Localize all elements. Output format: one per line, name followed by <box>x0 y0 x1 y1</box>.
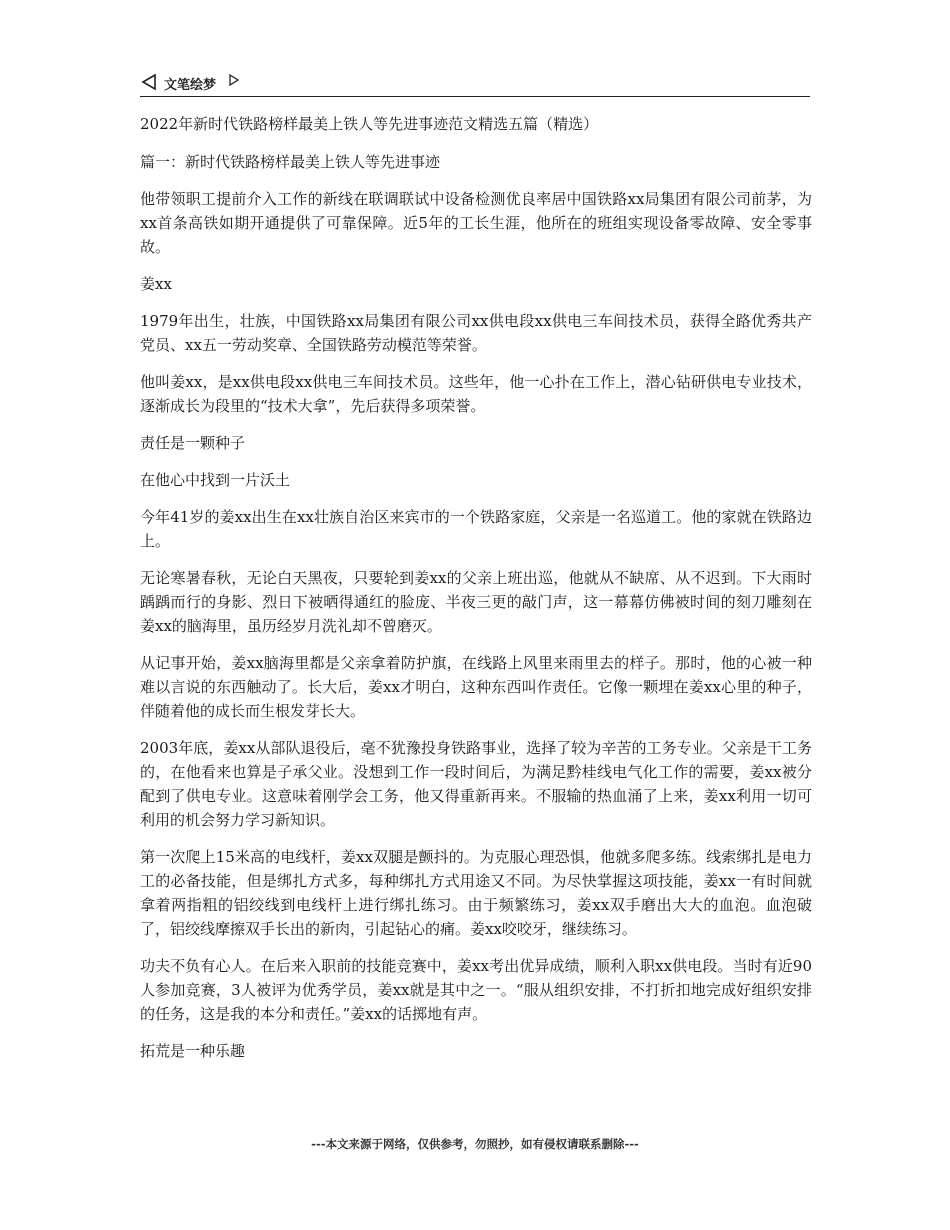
footer-notice: ---本文来源于网络，仅供参考，勿照抄，如有侵权请联系删除--- <box>311 1137 639 1151</box>
paragraph: 从记事开始，姜xx脑海里都是父亲拿着防护旗，在线路上风里来雨里去的样子。那时，他的心被一种难以言说的东西触动了。长大后，姜xx才明白，这种东西叫作责任。它像一颗埋在姜xx心里的种子，伴随着他的成长而生根发芽长大。 <box>140 654 812 720</box>
brand-name: 文笔绘梦 <box>164 78 217 93</box>
paragraph: 责任是一颗种子 <box>140 434 246 452</box>
page-header <box>140 70 810 97</box>
paragraph: 拓荒是一种乐趣 <box>140 1042 246 1060</box>
paragraph: 2003年底，姜xx从部队退役后，毫不犹豫投身铁路事业，选择了较为辛苦的工务专业。父亲是干工务的，在他看来也算是子承父业。没想到工作一段时间后，为满足黔桂线电气化工作的需要，姜xx被分配到了供电专业。这意味着刚学会工务，他又得重新再来。不服输的热血涌了上来，姜xx利用一切可利用的机会努力学习新知识。 <box>140 739 812 829</box>
triangle-right-outline-icon[interactable] <box>228 74 240 86</box>
paragraph: 在他心中找到一片沃土 <box>140 471 291 489</box>
paragraph: 他带领职工提前介入工作的新线在联调联试中设备检测优良率居中国铁路xx局集团有限公司前茅，为xx首条高铁如期开通提供了可靠保障。近5年的工长生涯，他所在的班组实现设备零故障、安全零事故。 <box>140 190 812 256</box>
paragraph: 第一次爬上15米高的电线杆，姜xx双腿是颤抖的。为克服心理恐惧，他就多爬多练。线索绑扎是电力工的必备技能，但是绑扎方式多，每种绑扎方式用途又不同。为尽快掌握这项技能，姜xx一有时间就拿着两指粗的铝绞线到电线杆上进行绑扎练习。由于频繁练习，姜xx双手磨出大大的血泡。血泡破了，铝绞线摩擦双手长出的新肉，引起钻心的痛。姜xx咬咬牙，继续练习。 <box>140 848 812 938</box>
triangle-left-outline-icon[interactable] <box>140 73 158 91</box>
paragraph: 功夫不负有心人。在后来入职前的技能竞赛中，姜xx考出优异成绩，顺利入职xx供电段。当时有近90人参加竞赛，3人被评为优秀学员，姜xx就是其中之一。“服从组织安排，不打折扣地完成好组织安排的任务，这是我的本分和责任。”姜xx的话掷地有声。 <box>140 957 812 1023</box>
paragraph: 今年41岁的姜xx出生在xx壮族自治区来宾市的一个铁路家庭，父亲是一名巡道工。他的家就在铁路边上。 <box>140 508 812 550</box>
paragraph: 他叫姜xx，是xx供电段xx供电三车间技术员。这些年，他一心扑在工作上，潜心钻研供电专业技术，逐渐成长为段里的“技术大拿”，先后获得多项荣誉。 <box>140 373 812 415</box>
paragraph: 无论寒暑春秋，无论白天黑夜，只要轮到姜xx的父亲上班出巡，他就从不缺席、从不迟到。下大雨时踽踽而行的身影、烈日下被晒得通红的脸庞、半夜三更的敲门声，这一幕幕仿佛被时间的刻刀雕刻在姜xx的脑海里，虽历经岁月洗礼却不曾磨灭。 <box>140 569 812 635</box>
section-title: 篇一：新时代铁路榜样最美上铁人等先进事迹 <box>140 153 441 171</box>
document-body <box>140 112 812 1076</box>
paragraph: 1979年出生，壮族，中国铁路xx局集团有限公司xx供电段xx供电三车间技术员，获得全路优秀共产党员、xx五一劳动奖章、全国铁路劳动模范等荣誉。 <box>140 312 812 354</box>
document-title: 2022年新时代铁路榜样最美上铁人等先进事迹范文精选五篇（精选） <box>140 115 599 133</box>
paragraph: 姜xx <box>140 275 172 293</box>
